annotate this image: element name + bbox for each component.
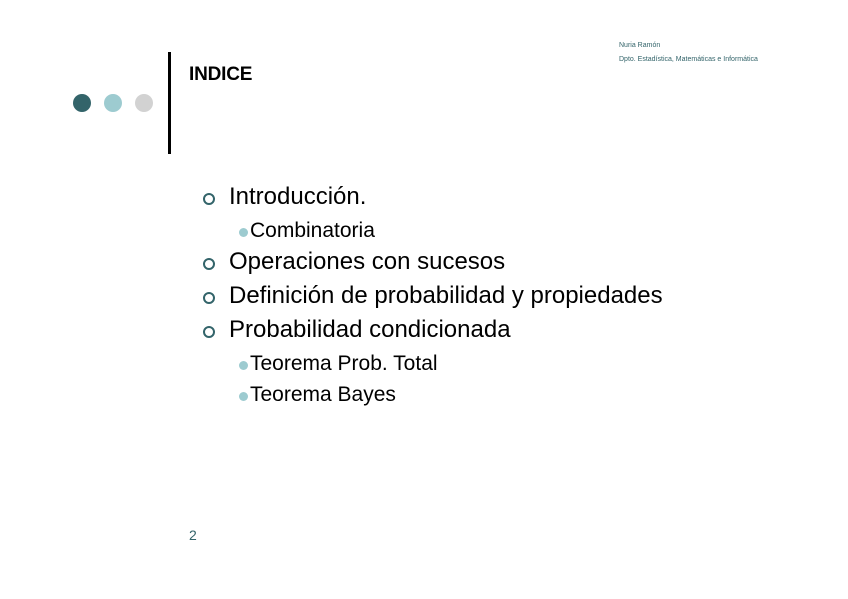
- sub-bullet-label: Combinatoria: [250, 219, 375, 242]
- sub-bullet-dot-icon: [239, 392, 248, 401]
- bullet-ring-icon: [203, 326, 215, 338]
- sub-bullet-label: Teorema Prob. Total: [250, 352, 438, 375]
- sub-bullet-item: [200, 380, 820, 411]
- author-name: Nuria Ramón: [619, 42, 661, 49]
- page-number: 2: [189, 527, 197, 543]
- decor-dot-grey: [135, 94, 153, 112]
- slide-title: INDICE: [189, 64, 253, 85]
- bullet-item: [200, 281, 820, 315]
- bullet-ring-icon: [203, 258, 215, 270]
- author-block: [619, 39, 839, 67]
- bullet-label: Operaciones con sucesos: [229, 248, 506, 275]
- decor-dot-light: [104, 94, 122, 112]
- bullet-item: [200, 315, 820, 349]
- bullet-label: Introducción.: [229, 183, 367, 210]
- sub-bullet-item: [200, 349, 820, 380]
- bullet-label: Definición de probabilidad y propiedades: [229, 282, 663, 309]
- bullet-item: [200, 247, 820, 281]
- bullet-ring-icon: [203, 292, 215, 304]
- sub-bullet-dot-icon: [239, 361, 248, 370]
- bullet-label: Probabilidad condicionada: [229, 316, 511, 343]
- sub-bullet-label: Teorema Bayes: [250, 383, 396, 406]
- sub-bullet-item: [200, 216, 820, 247]
- decor-dot-dark: [73, 94, 91, 112]
- bullet-ring-icon: [203, 193, 215, 205]
- author-department: Dpto. Estadística, Matemáticas e Informática: [619, 56, 758, 63]
- sub-bullet-dot-icon: [239, 228, 248, 237]
- bullet-item: [200, 182, 820, 216]
- bullet-list: [200, 182, 820, 411]
- title-divider: [168, 52, 171, 154]
